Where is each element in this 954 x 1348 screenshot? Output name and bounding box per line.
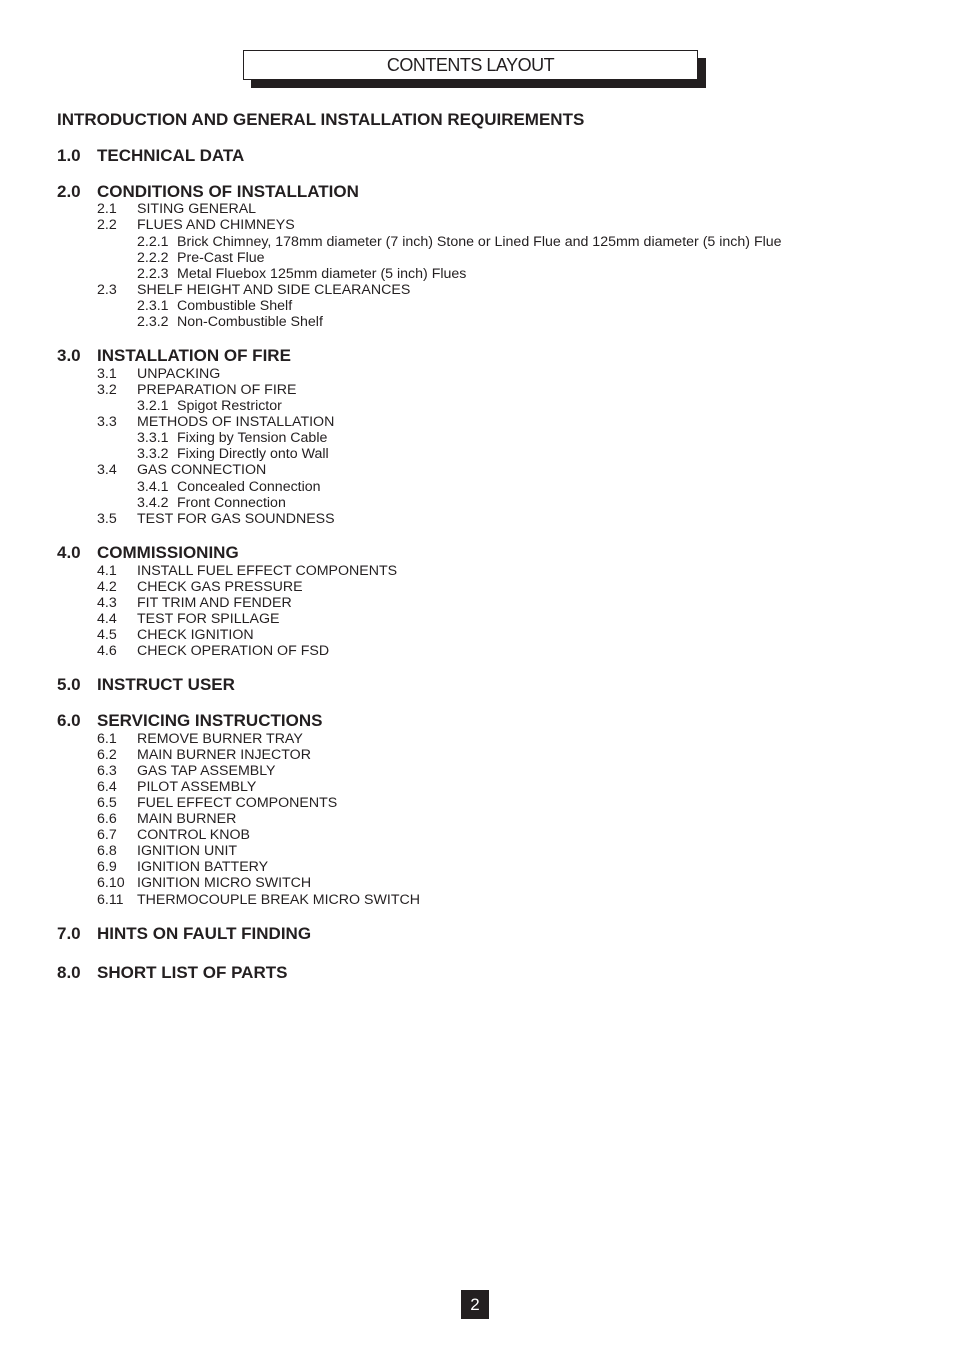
toc-item-3-3-2[interactable]: 3.3.2 Fixing Directly onto Wall (137, 446, 329, 462)
toc-item-2-2-1[interactable]: 2.2.1 Brick Chimney, 178mm diameter (7 inch) Stone or Lined Flue and 125mm diameter (5 inch) Flue (137, 234, 782, 250)
toc-item-2-3-2[interactable]: 2.3.2 Non-Combustible Shelf (137, 314, 323, 330)
toc-item-3-3-1[interactable]: 3.3.1 Fixing by Tension Cable (137, 430, 328, 446)
toc-item-3-4-2[interactable]: 3.4.2 Front Connection (137, 495, 286, 511)
toc-heading-intro[interactable]: INTRODUCTION AND GENERAL INSTALLATION REQUIREMENTS (57, 110, 585, 129)
toc-item-3-4-1[interactable]: 3.4.1 Concealed Connection (137, 479, 321, 495)
toc-item-2-2-2[interactable]: 2.2.2 Pre-Cast Flue (137, 250, 265, 266)
toc-item-3-2-1[interactable]: 3.2.1 Spigot Restrictor (137, 398, 282, 414)
toc-item-2-2-3[interactable]: 2.2.3 Metal Fluebox 125mm diameter (5 inch) Flues (137, 266, 467, 282)
page-number: 2 (461, 1290, 489, 1319)
contents-title-box (243, 50, 706, 88)
toc-item-2-3-1[interactable]: 2.3.1 Combustible Shelf (137, 298, 293, 314)
page-title: CONTENTS LAYOUT (243, 50, 698, 80)
